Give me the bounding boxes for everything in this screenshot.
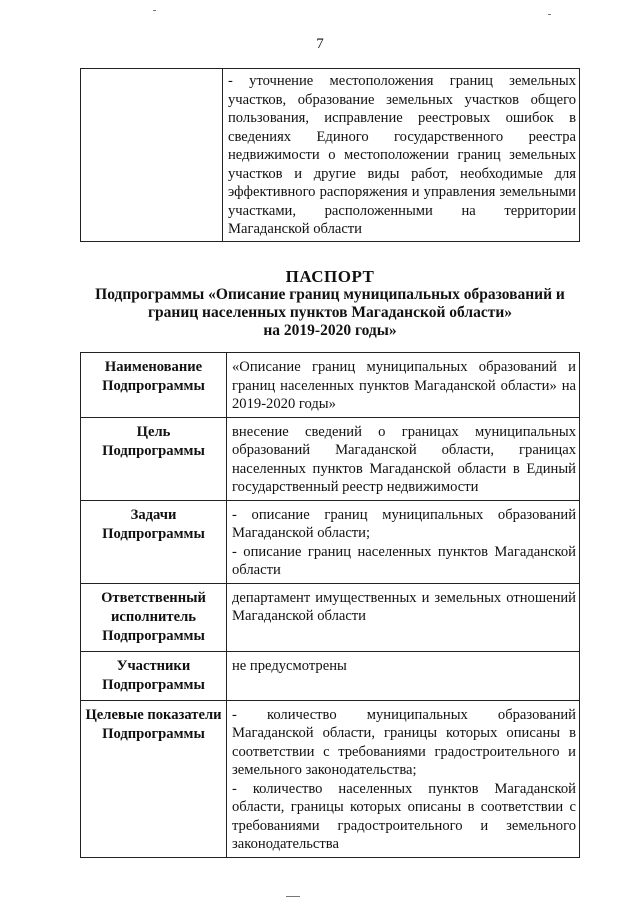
value-paragraph: внесение сведений о границах муниципальных образований Магаданской области, границах населенных пунктов Магаданской области в Единый государственный реестр недвижимости [232,423,576,495]
scan-speck [286,896,300,897]
scan-speck [548,14,551,15]
value-paragraph: - количество муниципальных образований Магаданской области, границы которых описаны в соответствии с требованиями градостроительного и земельного законодательства; [232,706,576,778]
value-paragraph: не предусмотрены [232,657,347,674]
row-value [227,583,580,651]
scan-speck [153,10,156,11]
value-paragraph: «Описание границ муниципальных образований и границ населенных пунктов Магаданской области» на 2019-2020 годы» [232,359,576,412]
passport-heading [60,268,600,340]
table-row [81,417,580,500]
row-value [227,700,580,857]
subprogram-title-line-1: Подпрограммы «Описание границ муниципальных образований и [95,286,565,303]
passport-title: ПАСПОРТ [285,267,375,286]
table-row [81,651,580,700]
row-label: Участники Подпрограммы [81,651,227,700]
row-label: Ответственный исполнитель Подпрограммы [81,583,227,651]
row-label: Целевые показатели Подпрограммы [81,700,227,857]
row-value [227,500,580,583]
table-row [81,353,580,418]
value-paragraph: - количество населенных пунктов Магаданской области, границы которых описаны в соответствии с требованиями градостроительного и земельного законодательства [232,780,576,852]
value-paragraph: департамент имущественных и земельных отношений Магаданской области [232,589,576,624]
table-row [81,700,580,857]
page-number: 7 [316,36,324,52]
value-paragraph: - описание границ муниципальных образований Магаданской области; [232,506,576,541]
table-row [81,583,580,651]
row-label: Задачи Подпрограммы [81,500,227,583]
row-label: Цель Подпрограммы [81,417,227,500]
empty-cell [81,69,223,242]
table-row [81,500,580,583]
value-paragraph: - описание границ населенных пунктов Магаданской области [232,543,576,578]
row-value [227,417,580,500]
passport-table [80,352,580,858]
row-label: Наименование Подпрограммы [81,353,227,418]
subprogram-title-line-2: границ населенных пунктов Магаданской области» [147,304,512,321]
continuation-table [80,68,580,242]
table-row [81,69,580,242]
row-value [227,353,580,418]
subprogram-title-line-3: на 2019-2020 годы» [263,322,397,339]
continuation-text: - уточнение местоположения границ земельных участков, образование земельных участков общего пользования, исправление реестровых ошибок в сведениях Единого государственного реестра недвижимости о местоположении границ земельных участков и другие виды работ, необходимые для эффективного распоряжения и управления земельными участками, расположенными на территории Магаданской области [223,69,580,242]
row-value [227,651,580,700]
